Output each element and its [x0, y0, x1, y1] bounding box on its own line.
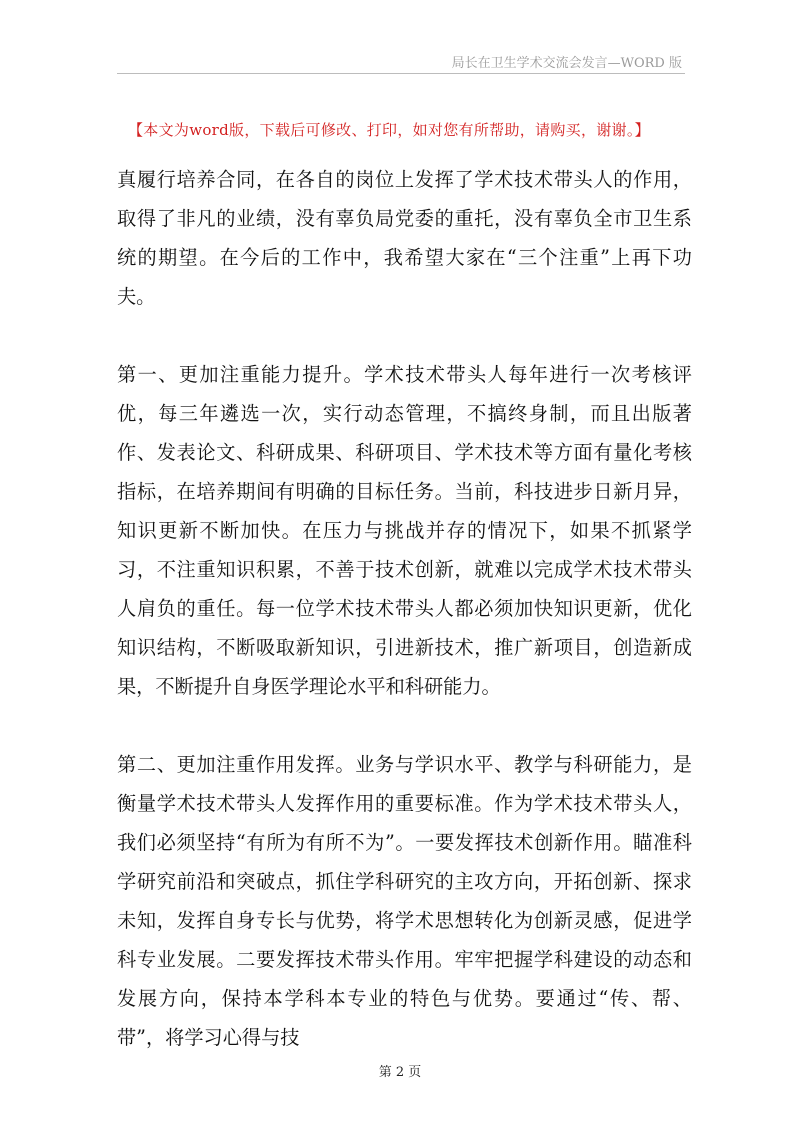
purchase-notice: 【本文为word版，下载后可修改、打印，如对您有所帮助，请购买，谢谢。】: [128, 121, 650, 139]
document-body: [117, 160, 692, 1057]
paragraph-1: 真履行培养合同，在各自的岗位上发挥了学术技术带头人的作用，取得了非凡的业绩，没有辜负局党委的重托，没有辜负全市卫生系统的期望。在今后的工作中，我希望大家在“三个注重”上再下功夫。: [117, 168, 692, 308]
paragraph-2: 第一、更加注重能力提升。学术技术带头人每年进行一次考核评优，每三年遴选一次，实行动态管理，不搞终身制，而且出版著作、发表论文、科研成果、科研项目、学术技术等方面有量化考核指标，在培养期间有明确的目标任务。当前，科技进步日新月异，知识更新不断加快。在压力与挑战并存的情况下，如果不抓紧学习，不注重知识积累，不善于技术创新，就难以完成学术技术带头人肩负的重任。每一位学术技术带头人都必须加快知识更新，优化知识结构，不断吸取新知识，引进新技术，推广新项目，创造新成果，不断提升自身医学理论水平和科研能力。: [117, 363, 692, 698]
page-number: 第 2 页: [378, 1065, 422, 1080]
header-divider: [117, 73, 685, 74]
document-header-title: 局长在卫生学术交流会发言—WORD 版: [451, 56, 682, 71]
paragraph-3: 第二、更加注重作用发挥。业务与学识水平、教学与科研能力，是衡量学术技术带头人发挥作用的重要标准。作为学术技术带头人，我们必须坚持“有所为有所不为”。一要发挥技术创新作用。瞄准科学研究前沿和突破点，抓住学科研究的主攻方向，开拓创新、探求未知，发挥自身专长与优势，将学术思想转化为创新灵感，促进学科专业发展。二要发挥技术带头作用。牢牢把握学科建设的动态和发展方向，保持本学科本专业的特色与优势。要通过“传、帮、带”，将学习心得与技: [117, 753, 692, 1049]
